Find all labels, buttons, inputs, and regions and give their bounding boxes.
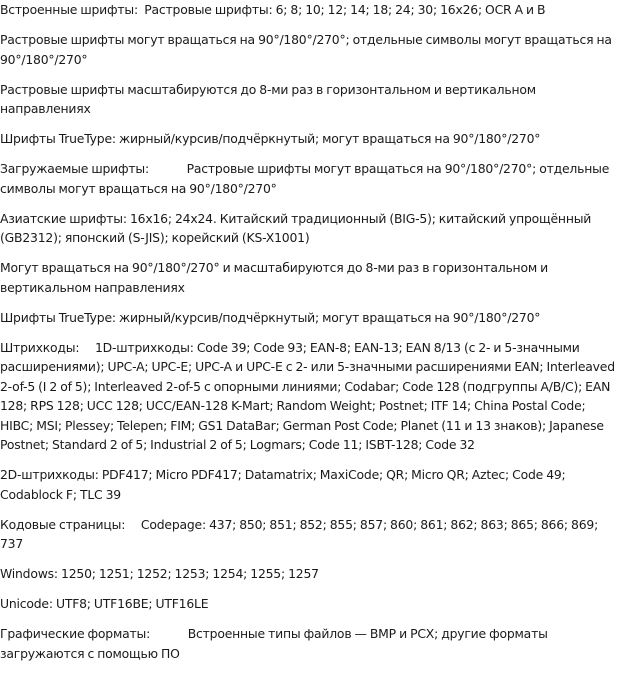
spec-unicode: Unicode: UTF8; UTF16BE; UTF16LE — [0, 596, 209, 611]
spec-graphic-formats: Графические форматы: Встроенные типы файлов — BMP и PCX; другие форматы загружаются с помощью ПО — [0, 626, 551, 661]
spec-1d-barcodes: Штрихкоды: 1D-штрихкоды: Code 39; Code 93; EAN-8; EAN-13; EAN 8/13 (с 2- и 5-значными расширениями); UPC-A; UPC-E; UPC-A и UPC-E с 2- или 5-значными расширениями EAN; Interleaved 2-of-5 (I 2 of 5); Interleaved 2-of-5 с опорными линиями; Codabar; Code 128 (подгруппы A/B/C); EAN 128; RPS 128; UCC 128; UCC/EAN-128 K-Mart; Random Weight; Postnet; ITF 14; China Postal Code; HIBC; MSI; Plessey; Telepen; FIM; GS1 DataBar; German Post Code; Planet (11 и 13 знаков); Japanese Postnet; Standard 2 of 5; Industrial 2 of 5; Logmars; Code 11; ISBT-128; Code 32 — [0, 339, 618, 452]
spec-truetype-fonts: Шрифты TrueType: жирный/курсив/подчёркнутый; могут вращаться на 90°/180°/270° — [0, 131, 541, 146]
spec-asian-rotation-scaling: Могут вращаться на 90°/180°/270° и масштабируются до 8-ми раз в горизонтальном и вертикальном направлениях — [0, 260, 552, 295]
spec-asian-fonts: Азиатские шрифты: 16x16; 24x24. Китайский традиционный (BIG-5); китайский упрощённый (GB2312); японский (S-JIS); корейский (KS-X1001) — [0, 210, 595, 245]
spec-bitmap-scaling: Растровые шрифты масштабируются до 8-ми раз в горизонтальном и вертикальном направлениях — [0, 81, 540, 116]
spec-builtin-fonts: Встроенные шрифты: Растровые шрифты: 6; 8; 10; 12; 14; 18; 24; 30; 16x26; OCR A и B — [0, 2, 546, 17]
spec-windows-codepages: Windows: 1250; 1251; 1252; 1253; 1254; 1255; 1257 — [0, 566, 319, 581]
spec-codepages: Кодовые страницы: Codepage: 437; 850; 851; 852; 855; 857; 860; 861; 862; 863; 865; 866; 869; 737 — [0, 516, 602, 551]
spec-truetype-fonts-2: Шрифты TrueType: жирный/курсив/подчёркнутый; могут вращаться на 90°/180°/270° — [0, 309, 541, 325]
spec-downloadable-fonts: Загружаемые шрифты: Растровые шрифты могут вращаться на 90°/180°/270°; отдельные символы могут вращаться на 90°/180°/270° — [0, 161, 613, 196]
spec-2d-barcodes: 2D-штрихкоды: PDF417; Micro PDF417; Datamatrix; MaxiCode; QR; Micro QR; Aztec; Code 49; Codablock F; TLC 39 — [0, 467, 569, 502]
spec-bitmap-rotation: Растровые шрифты могут вращаться на 90°/180°/270°; отдельные символы могут вращаться на 90°/180°/270° — [0, 32, 615, 67]
